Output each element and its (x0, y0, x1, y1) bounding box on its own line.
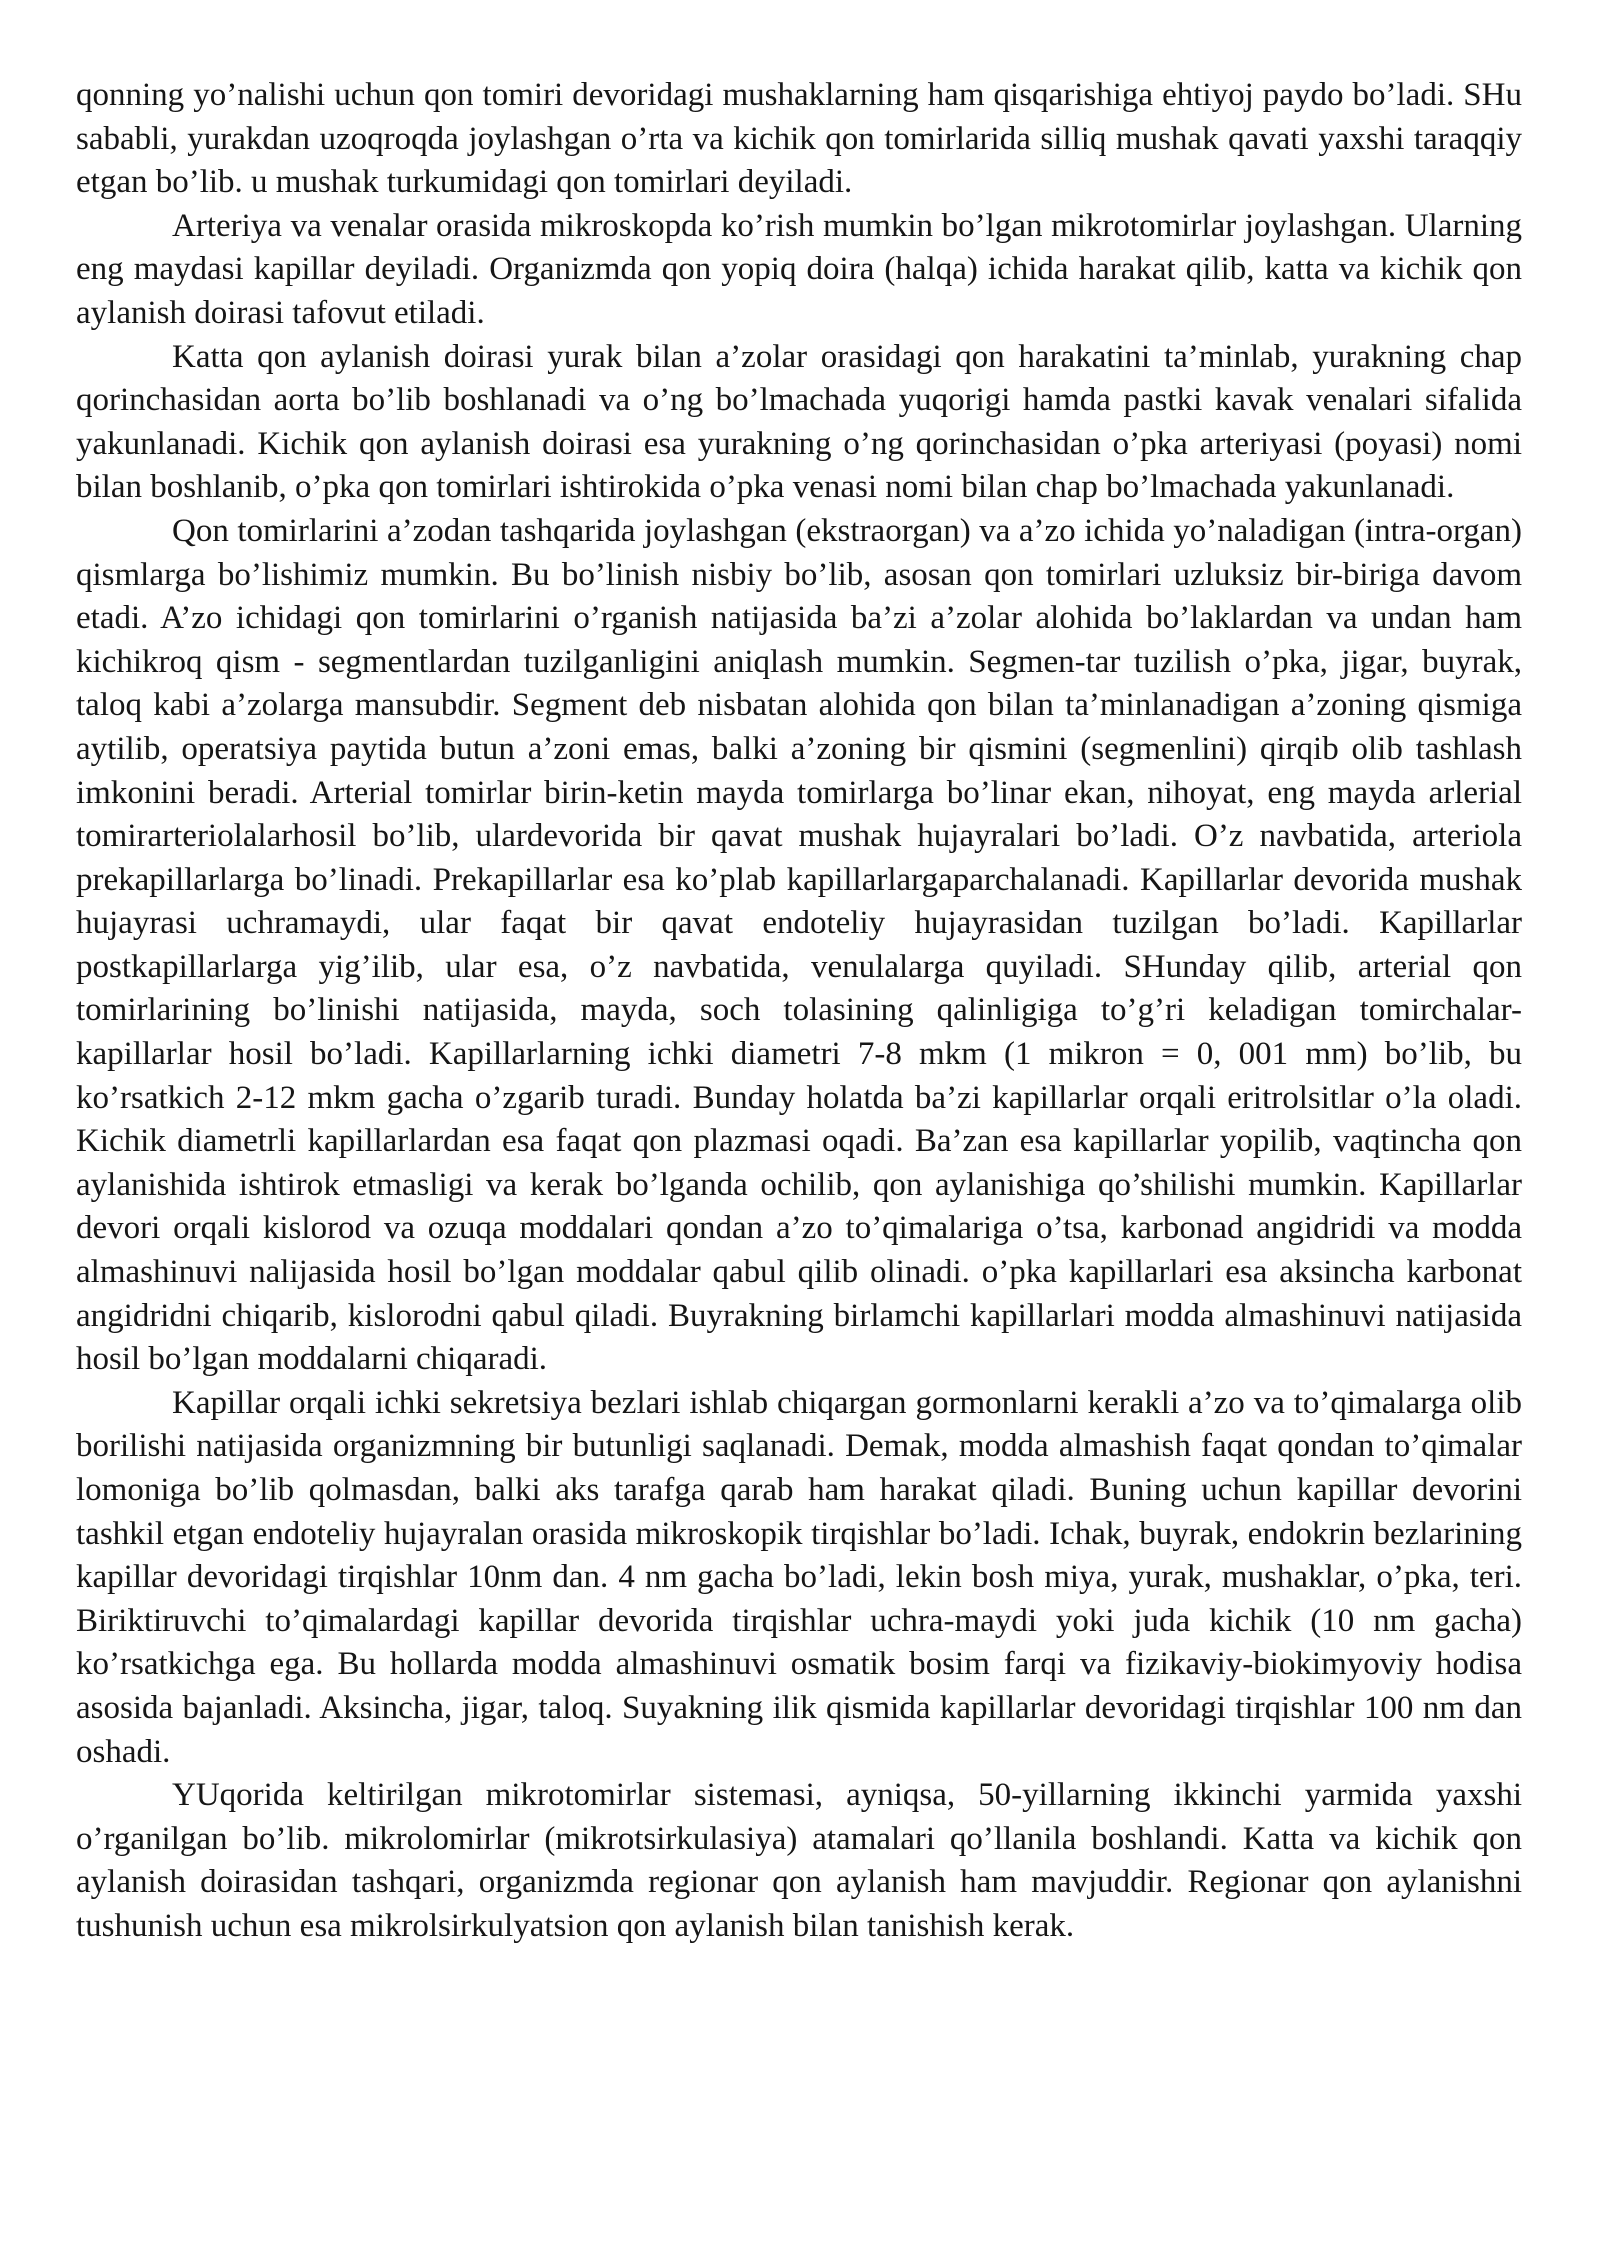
paragraph-2: Arteriya va venalar orasida mikroskopda ko’rish mumkin bo’lgan mikrotomirlar joylashgan. Ularning eng maydasi kapillar deyiladi. Organizmda qon yopiq doira (halqa) ichida harakat qilib, katta va kichik qon aylanish doirasi tafovut etiladi. (76, 207, 1522, 331)
document-page (76, 74, 1522, 1949)
paragraph-5: Kapillar orqali ichki sekretsiya bezlari ishlab chiqargan gormonlarni kerakli a’zo va to’qimalarga olib borilishi natijasida organizmning bir butunligi saqlanadi. Demak, modda almashish faqat qondan to’qimalar lomoniga bo’lib qolmasdan, balki aks tarafga qarab ham harakat qiladi. Buning uchun kapillar devorini tashkil etgan endoteliy hujayralan orasida mikroskopik tirqishlar bo’ladi. Ichak, buyrak, endokrin bezlarining kapillar devoridagi tirqishlar 10nm dan. 4 nm gacha bo’ladi, lekin bosh miya, yurak, mushaklar, o’pka, teri. Biriktiruvchi to’qimalardagi kapillar devorida tirqishlar uchra-maydi yoki juda kichik (10 nm gacha) ko’rsatkichga ega. Bu hollarda modda almashinuvi osmatik bosim farqi va fizikaviy-biokimyoviy hodisa asosida bajanladi. Aksincha, jigar, taloq. Suyakning ilik qismida kapillarlar devoridagi tirqishlar 100 nm dan oshadi. (76, 1384, 1522, 1770)
paragraph-6: YUqorida keltirilgan mikrotomirlar sistemasi, ayniqsa, 50-yillarning ikkinchi yarmida yaxshi o’rganilgan bo’lib. mikrolomirlar (mikrotsirkulasiya) atamalari qo’llanila boshlandi. Katta va kichik qon aylanish doirasidan tashqari, organizmda regionar qon aylanish ham mavjuddir. Regionar qon aylanishni tushunish uchun esa mikrolsirkulyatsion qon aylanish bilan tanishish kerak. (76, 1777, 1522, 1944)
paragraph-3: Katta qon aylanish doirasi yurak bilan a’zolar orasidagi qon harakatini ta’minlab, yurakning chap qorinchasidan aorta bo’lib boshlanadi va o’ng bo’lmachada yuqorigi hamda pastki kavak venalari sifalida yakunlanadi. Kichik qon aylanish doirasi esa yurakning o’ng qorinchasidan o’pka arteriyasi (poyasi) nomi bilan boshlanib, o’pka qon tomirlari ishtirokida o’pka venasi nomi bilan chap bo’lmachada yakunlanadi. (76, 338, 1522, 506)
paragraph-4: Qon tomirlarini a’zodan tashqarida joylashgan (ekstraorgan) va a’zo ichida yo’naladigan (intra-organ) qismlarga bo’lishimiz mumkin. Bu bo’linish nisbiy bo’lib, asosan qon tomirlari uzluksiz bir-biriga davom etadi. A’zo ichidagi qon tomirlarini o’rganish natijasida ba’zi a’zolar alohida bo’laklardan va undan ham kichikroq qism - segmentlardan tuzilganligini aniqlash mumkin. Segmen-tar tuzilish o’pka, jigar, buyrak, taloq kabi a’zolarga mansubdir. Segment deb nisbatan alohida qon bilan ta’minlanadigan a’zoning qismiga aytilib, operatsiya paytida butun a’zoni emas, balki a’zoning bir qismini (segmenlini) qirqib olib tashlash imkonini beradi. Arterial tomirlar birin-ketin mayda tomirlarga bo’linar ekan, nihoyat, eng mayda arlerial tomirarteriolalarhosil bo’lib, ulardevorida bir qavat mushak hujayralari bo’ladi. O’z navbatida, arteriola prekapillarlarga bo’linadi. Prekapillarlar esa ko’plab kapillarlargaparchalanadi. Kapillarlar devorida mushak hujayrasi uchramaydi, ular faqat bir qavat endoteliy hujayrasidan tuzilgan bo’ladi. Kapillarlar postkapillarlarga yig’ilib, ular esa, o’z navbatida, venulalarga quyiladi. SHunday qilib, arterial qon tomirlarining bo’linishi natijasida, mayda, soch tolasining qalinligiga to’g’ri keladigan tomirchalar- kapillarlar hosil bo’ladi. Kapillarlarning ichki diametri 7-8 mkm (1 mikron = 0, 001 mm) bo’lib, bu ko’rsatkich 2-12 mkm gacha o’zgarib turadi. Bunday holatda ba’zi kapillarlar orqali eritrolsitlar o’la oladi. Kichik diametrli kapillarlardan esa faqat qon plazmasi oqadi. Ba’zan esa kapillarlar yopilib, vaqtincha qon aylanishida ishtirok etmasligi va kerak bo’lganda ochilib, qon aylanishiga qo’shilishi mumkin. Kapillarlar devori orqali kislorod va ozuqa moddalari qondan a’zo to’qimalariga o’tsa, karbonad angidridi va modda almashinuvi nalijasida hosil bo’lgan moddalar qabul qilib olinadi. o’pka kapillarlari esa aksincha karbonat angidridni chiqarib, kislorodni qabul qiladi. Buyrakning birlamchi kapillarlari modda almashinuvi natijasida hosil bo’lgan moddalarni chiqaradi. (76, 512, 1522, 1378)
paragraph-1-continued: qonning yo’nalishi uchun qon tomiri devoridagi mushaklarning ham qisqarishiga ehtiyoj paydo bo’ladi. SHu sababli, yurakdan uzoqroqda joylashgan o’rta va kichik qon tomirlarida silliq mushak qavati yaxshi taraqqiy etgan bo’lib. u mushak turkumidagi qon tomirlari deyiladi. (76, 77, 1522, 201)
